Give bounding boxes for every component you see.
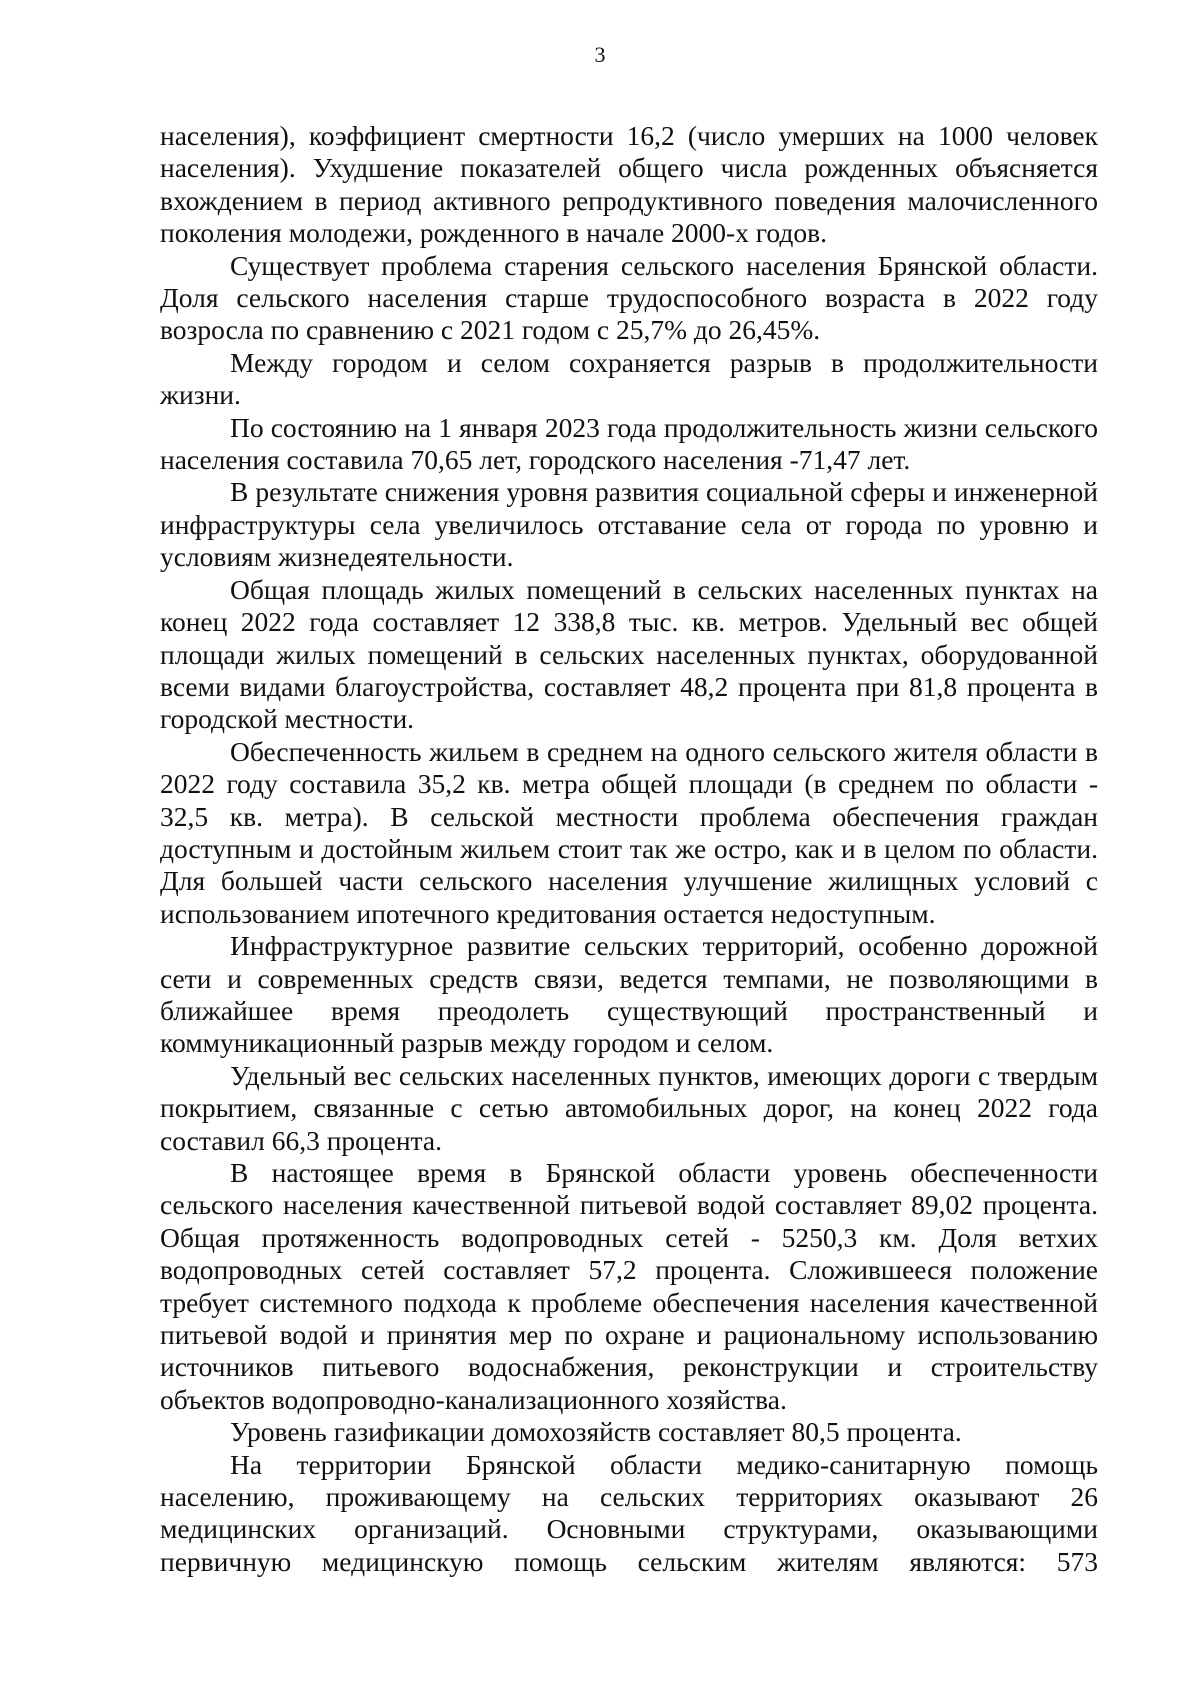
paragraph: Инфраструктурное развитие сельских территорий, особенно дорожной сети и современных средств связи, ведется темпами, не позволяющими в ближайшее время преодолеть существующий пространственный и коммуникационный разрыв между городом и селом. [160,930,1098,1059]
paragraph: Удельный вес сельских населенных пунктов, имеющих дороги с твердым покрытием, связанные с сетью автомобильных дорог, на конец 2022 года составил 66,3 процента. [160,1059,1098,1156]
paragraph: В настоящее время в Брянской области уровень обеспеченности сельского населения качественной питьевой водой составляет 89,02 процента. Общая протяженность водопроводных сетей - 5250,3 км. Доля ветхих водопроводных сетей составляет 57,2 процента. Сложившееся положение требует системного подхода к проблеме обеспечения населения качественной питьевой водой и принятия мер по охране и рациональному использованию источников питьевого водоснабжения, реконструкции и строительству объектов водопроводно-канализационного хозяйства. [160,1157,1098,1415]
paragraph: Обеспеченность жильем в среднем на одного сельского жителя области в 2022 году составила 35,2 кв. метра общей площади (в среднем по области - 32,5 кв. метра). В сельской местности проблема обеспечения граждан доступным и достойным жильем стоит так же остро, как и в целом по области. Для большей части сельского населения улучшение жилищных условий с использованием ипотечного кредитования остается недоступным. [160,735,1098,929]
paragraph: Уровень газификации домохозяйств составляет 80,5 процента. [230,1416,962,1448]
page-number: 3 [594,42,606,67]
paragraph: Общая площадь жилых помещений в сельских населенных пунктах на конец 2022 года составляет 12 338,8 тыс. кв. метров. Удельный вес общей площади жилых помещений в сельских населенных пунктах, оборудованной всеми видами благоустройства, составляет 48,2 процента при 81,8 процента в городской местности. [160,573,1098,735]
paragraph: Существует проблема старения сельского населения Брянской области. Доля сельского населения старше трудоспособного возраста в 2022 году возросла по сравнению с 2021 годом с 25,7% до 26,45%. [160,249,1098,346]
document-body [160,120,1098,1578]
paragraph: В результате снижения уровня развития социальной сферы и инженерной инфраструктуры села увеличилось отставание села от города по уровню и условиям жизнедеятельности. [160,476,1098,573]
paragraph: На территории Брянской области медико-санитарную помощь населению, проживающему на сельских территориях оказывают 26 медицинских организаций. Основными структурами, оказывающими первичную медицинскую помощь сельским жителям являются: 573 [160,1448,1098,1577]
paragraph: Между городом и селом сохраняется разрыв в продолжительности жизни. [160,346,1098,411]
paragraph: населения), коэффициент смертности 16,2 (число умерших на 1000 человек населения). Ухудшение показателей общего числа рожденных объясняется вхождением в период активного репродуктивного поведения малочисленного поколения молодежи, рожденного в начале 2000-х годов. [160,120,1098,249]
paragraph: По состоянию на 1 января 2023 года продолжительность жизни сельского населения составила 70,65 лет, городского населения -71,47 лет. [160,411,1098,476]
